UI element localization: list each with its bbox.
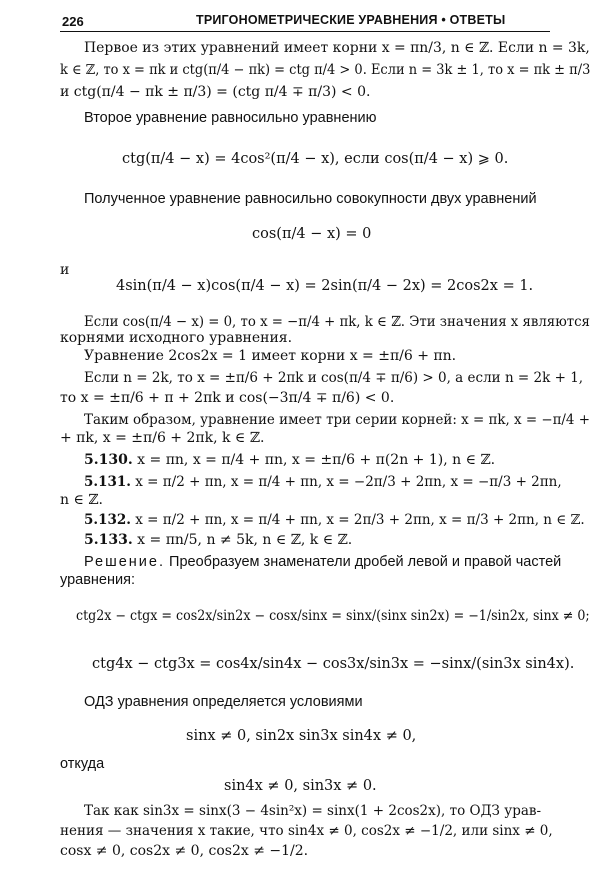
formula: sinx ≠ 0, sin2x sin3x sin4x ≠ 0, (186, 728, 417, 744)
text-line: n ∈ ℤ. (60, 492, 103, 508)
text-line: Если cos(π/4 − x) = 0, то x = −π/4 + πk, k ∈ ℤ. Эти значения x являются (84, 314, 590, 330)
page-number: 226 (62, 14, 84, 29)
formula: ctg2x − ctgx = cos2x/sin2x − cosx/sinx = sinx/(sinx sin2x) = −1/sin2x, sinx ≠ 0; (76, 608, 590, 624)
answer-text: x = πn/5, n ≠ 5k, n ∈ ℤ, k ∈ ℤ. (137, 532, 353, 548)
answer-number: 5.131. (84, 474, 131, 490)
formula: ctg4x − ctg3x = cos4x/sin4x − cos3x/sin3x = −sinx/(sin3x sin4x). (92, 656, 575, 672)
text-line: корнями исходного уравнения. (60, 330, 293, 346)
text-line: Первое из этих уравнений имеет корни x = πn/3, n ∈ ℤ. Если n = 3k, (84, 40, 590, 56)
text-line: уравнения: (60, 572, 135, 588)
text-line: Так как sin3x = sinx(3 − 4sin²x) = sinx(1 + 2cos2x), то ОДЗ урав- (84, 803, 542, 819)
formula: cos(π/4 − x) = 0 (252, 226, 372, 242)
text-line: откуда (60, 756, 105, 772)
solution-line (84, 554, 561, 570)
answer-5-133 (84, 532, 352, 548)
text-line: то x = ±π/6 + π + 2πk и cos(−3π/4 ∓ π/6) < 0. (60, 390, 395, 406)
answer-number: 5.130. (84, 452, 133, 468)
formula: 4sin(π/4 − x)cos(π/4 − x) = 2sin(π/4 − 2x) = 2cos2x = 1. (116, 278, 534, 294)
answer-number: 5.133. (84, 532, 133, 548)
text-line: и ctg(π/4 − πk ± π/3) = (ctg π/4 ∓ π/3) < 0. (60, 84, 371, 100)
text-line: k ∈ ℤ, то x = πk и ctg(π/4 − πk) = ctg π/4 > 0. Если n = 3k ± 1, то x = πk ± π/3 (60, 62, 591, 78)
text-line: Преобразуем знаменатели дробей левой и правой частей (169, 554, 562, 570)
answer-text: x = π/2 + πn, x = π/4 + πn, x = 2π/3 + 2πn, x = π/3 + 2πn, n ∈ ℤ. (135, 512, 585, 528)
formula: sin4x ≠ 0, sin3x ≠ 0. (224, 778, 377, 794)
answer-5-132 (84, 512, 585, 528)
text-line: Полученное уравнение равносильно совокупности двух уравнений (84, 191, 537, 207)
text-line: Таким образом, уравнение имеет три серии корней: x = πk, x = −π/4 + (84, 412, 590, 428)
solution-label: Решение. (84, 554, 165, 570)
header-rule (60, 31, 550, 32)
running-header: ТРИГОНОМЕТРИЧЕСКИЕ УРАВНЕНИЯ • ОТВЕТЫ (196, 13, 506, 27)
text-line: cosx ≠ 0, cos2x ≠ 0, cos2x ≠ −1/2. (60, 843, 309, 859)
formula: ctg(π/4 − x) = 4cos²(π/4 − x), если cos(π/4 − x) ⩾ 0. (122, 151, 509, 167)
answer-5-130 (84, 452, 495, 468)
text-line: Если n = 2k, то x = ±π/6 + 2πk и cos(π/4 ∓ π/6) > 0, а если n = 2k + 1, (84, 370, 584, 386)
answer-text: x = πn, x = π/4 + πn, x = ±π/6 + π(2n + 1), n ∈ ℤ. (137, 452, 496, 468)
answer-text: x = π/2 + πn, x = π/4 + πn, x = −2π/3 + 2πn, x = −π/3 + 2πn, (135, 474, 562, 490)
text-line: Уравнение 2cos2x = 1 имеет корни x = ±π/6 + πn. (84, 348, 457, 364)
answer-5-131 (84, 474, 562, 490)
text-line: нения — значения x такие, что sin4x ≠ 0, cos2x ≠ −1/2, или sinx ≠ 0, (60, 823, 553, 839)
text-line: Второе уравнение равносильно уравнению (84, 110, 377, 126)
text-line: + πk, x = ±π/6 + 2πk, k ∈ ℤ. (60, 430, 265, 446)
text-line: и (60, 262, 70, 278)
answer-number: 5.132. (84, 512, 131, 528)
text-line: ОДЗ уравнения определяется условиями (84, 694, 363, 710)
